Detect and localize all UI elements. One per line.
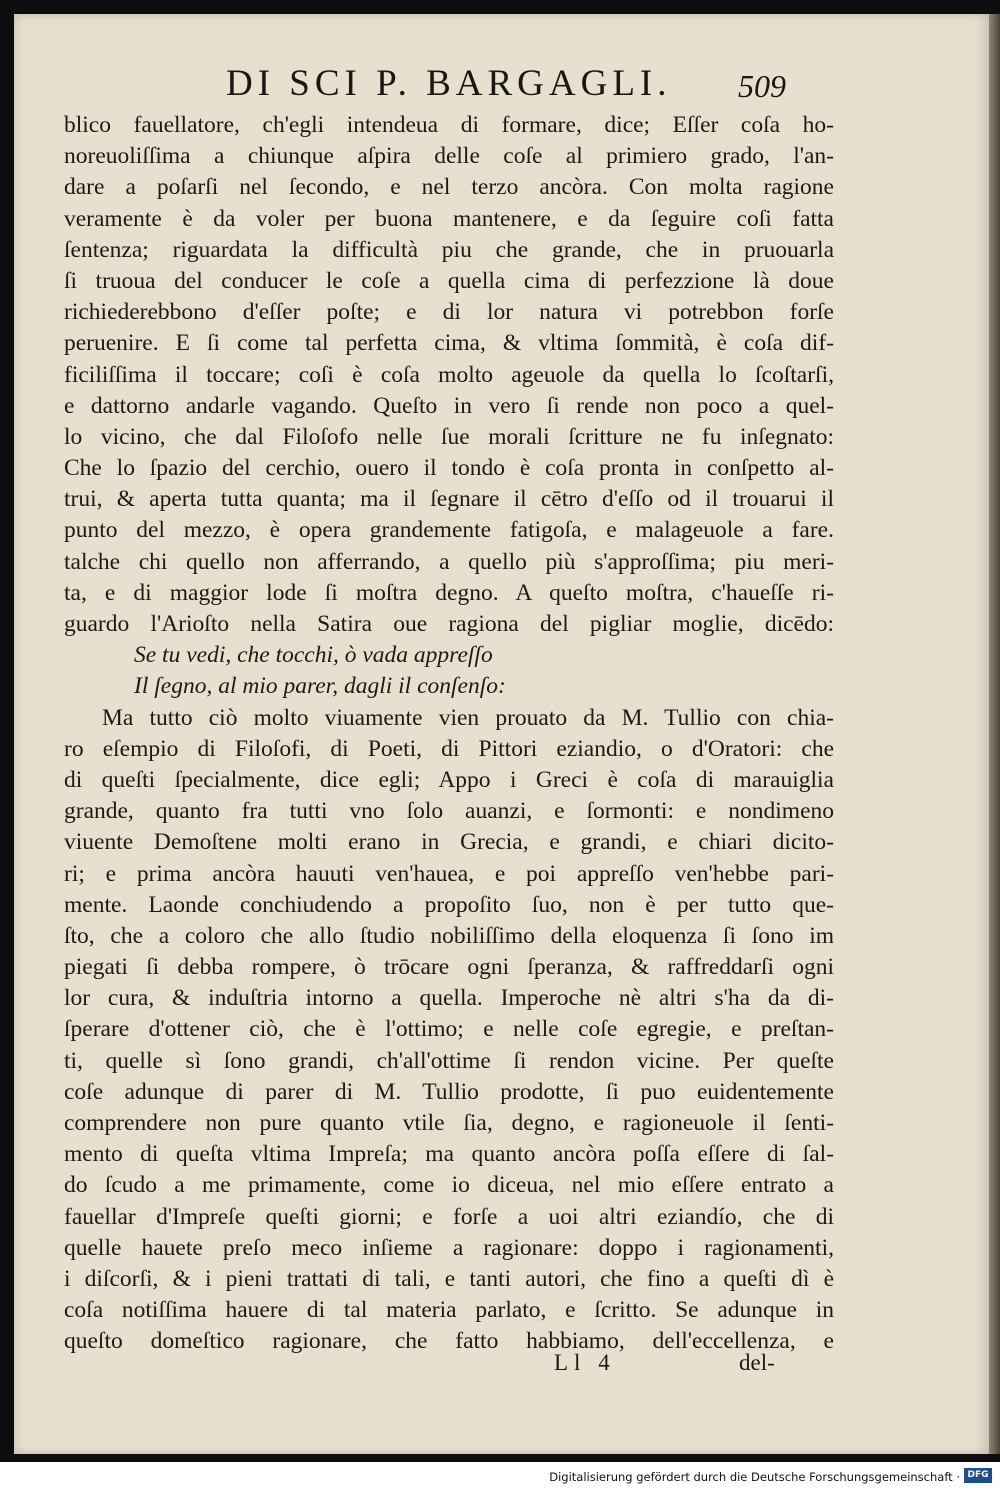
text-line: mento di queſta vltima Impreſa; ma quanto ancòra poſſa eſſere di ſal- (64, 1141, 834, 1168)
digitization-banner (0, 1462, 1000, 1491)
dfg-logo: DFG (964, 1468, 992, 1483)
text-line: ta, e di maggior lode ſi moſtra degno. A queſto moſtra, c'haueſſe ri- (64, 579, 834, 606)
text-line: guardo l'Arioſto nella Satira oue ragiona del pigliar moglie, dicēdo: (64, 611, 834, 637)
text-line: trui, & aperta tutta quanta; ma il ſegnare il cētro d'eſſo od il trouarui il (64, 486, 834, 513)
text-line: talche chi quello non afferrando, a quello più s'approſſima; piu meri- (64, 548, 834, 575)
text-line: mente. Laonde conchiudendo a propoſito ſuo, non è per tutto que- (64, 891, 834, 918)
text-line: fauellar d'Impreſe queſti giorni; e forſe a uoi altri eziandío, che di (64, 1203, 834, 1230)
page-footer-line (554, 1350, 794, 1390)
text-line: blico fauellatore, ch'egli intendeua di formare, dice; Eſſer coſa ho- (64, 112, 834, 138)
text-line: piegati ſi debba rompere, ò trōcare ogni ſperanza, & raffreddarſi ogni (64, 954, 834, 981)
text-line: richiederebbono d'eſſer poſte; e di lor natura vi potrebbon forſe (64, 299, 834, 326)
catchword: del- (739, 1350, 775, 1375)
text-line: viuente Demoſtene molti erano in Grecia, e grandi, e chiari dicito- (64, 829, 834, 856)
text-line: quelle hauete preſo meco inſieme a ragionare: doppo i ragionamenti, (64, 1234, 834, 1261)
text-line: ſentenza; riguardata la difficultà piu che grande, che in pruouarla (64, 236, 834, 263)
signature-mark: Ll 4 (554, 1350, 616, 1375)
text-line: noreuoliſſima a chiunque aſpira delle coſe al primiero grado, l'an- (64, 143, 834, 170)
text-line: do ſcudo a me primamente, come io diceua, nel mio eſſere entrato a (64, 1172, 834, 1199)
text-block (64, 110, 834, 1358)
text-line: veramente è da voler per buona mantenere, e da ſeguire coſi fatta (64, 205, 834, 232)
text-line: e dattorno andarle vagando. Queſto in vero ſi rende non poco a quel- (64, 392, 834, 419)
text-line: ro eſempio di Filoſofi, di Poeti, di Pittori eziandio, o d'Oratori: che (64, 735, 834, 762)
text-line: comprendere non pure quanto vtile ſia, degno, e ragioneuole il ſenti- (64, 1110, 834, 1136)
text-line: Che lo ſpazio del cerchio, ouero il tondo è coſa pronta in conſpetto al- (64, 455, 834, 482)
text-line: ſperare d'ottener ciò, che è l'ottimo; e nelle coſe egregie, e preſtan- (64, 1016, 834, 1043)
funding-notice: Digitalisierung gefördert durch die Deutsche Forschungsgemeinschaft · (549, 1470, 960, 1484)
text-line: coſe adunque di parer di M. Tullio prodotte, ſi puo euidentemente (64, 1078, 834, 1105)
verse-line: Il ſegno, al mio parer, dagli il conſenſo: (134, 673, 506, 700)
text-line: ſto, che a coloro che allo ſtudio nobiliſſimo della eloquenza ſi ſono im (64, 922, 834, 949)
verse-line: Se tu vedi, che tocchi, ò vada appreſſo (134, 642, 493, 669)
text-line: coſa notiſſima hauere di tal materia parlato, e ſcritto. Se adunque in (64, 1297, 834, 1324)
text-line: di queſti ſpecialmente, dice egli; Appo i Greci è coſa di marauiglia (64, 766, 834, 793)
text-line: ſi truoua del conducer le coſe a quella cima di perfezzione là doue (64, 267, 834, 294)
text-line: grande, quanto fra tutti vno ſolo auanzi, e ſormonti: e nondimeno (64, 798, 834, 825)
text-line: queſto domeſtico ragionare, che fatto habbiamo, dell'eccellenza, e (64, 1328, 834, 1355)
text-line: ti, quelle sì ſono grandi, ch'all'ottime ſi rendon vicine. Per queſte (64, 1047, 834, 1074)
text-line: Ma tutto ciò molto viuamente vien prouato da M. Tullio con chia- (102, 704, 834, 731)
text-line: ficiliſſima il toccare; coſi è coſa molto ageuole da quella lo ſcoſtarſi, (64, 361, 834, 388)
book-page (14, 14, 990, 1454)
text-line: i diſcorſi, & i pieni trattati di tali, e tanti autori, che fino a queſti dì è (64, 1265, 834, 1292)
text-line: peruenire. E ſi come tal perfetta cima, & vltima ſommità, è coſa dif- (64, 330, 834, 357)
page-number: 509 (738, 68, 786, 104)
running-head: DI SCI P. BARGAGLI. (226, 63, 672, 104)
text-line: dare a poſarſi nel ſecondo, e nel terzo ancòra. Con molta ragione (64, 174, 834, 201)
text-line: punto del mezzo, è opera grandemente fatigoſa, e malageuole a fare. (64, 517, 834, 544)
text-line: ri; e prima ancòra hauuti ven'hauea, e poi appreſſo ven'hebbe pari- (64, 860, 834, 887)
text-line: lo vicino, che dal Filoſofo nelle ſue morali ſcritture ne fu inſegnato: (64, 423, 834, 450)
text-line: lor cura, & induſtria intorno a quella. Imperoche nè altri s'ha da di- (64, 985, 834, 1012)
page-edge-shadow (989, 14, 1000, 1454)
